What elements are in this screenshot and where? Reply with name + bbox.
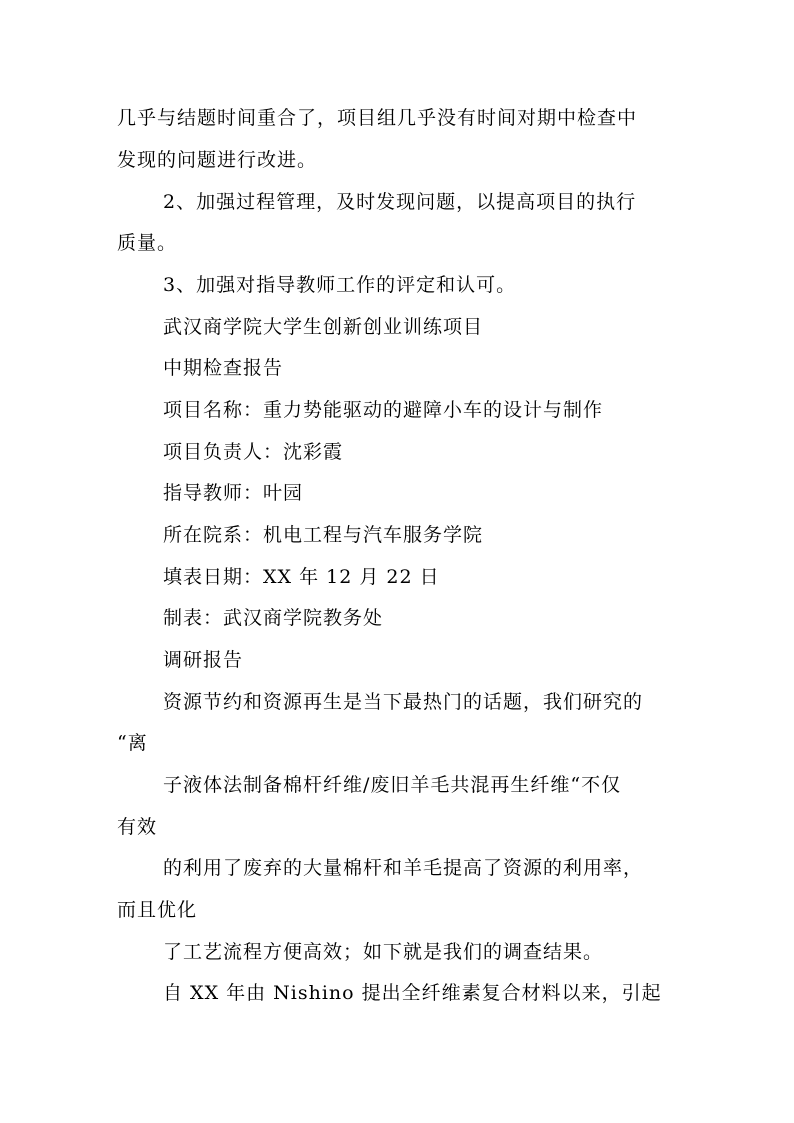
- paragraph-line: 几乎与结题时间重合了，项目组几乎没有时间对期中检查中: [117, 107, 638, 129]
- paragraph-line: 2、加强过程管理，及时发现问题，以提高项目的执行: [163, 191, 637, 213]
- paragraph-line: 发现的问题进行改进。: [117, 149, 318, 171]
- paragraph-line: 制表：武汉商学院教务处: [163, 607, 384, 629]
- paragraph-line: 子液体法制备棉杆纤维/废旧羊毛共混再生纤维“不仅: [163, 774, 622, 796]
- paragraph-line: 武汉商学院大学生创新创业训练项目: [163, 316, 484, 338]
- paragraph-line: 质量。: [117, 232, 178, 254]
- paragraph-line: 调研报告: [163, 649, 244, 671]
- paragraph-line: 所在院系：机电工程与汽车服务学院: [163, 524, 484, 546]
- paragraph-line: 而且优化: [117, 899, 198, 921]
- paragraph-line: “离: [117, 732, 148, 754]
- paragraph-line: 的利用了废弃的大量棉杆和羊毛提高了资源的利用率，: [163, 857, 644, 879]
- paragraph-line: 指导教师：叶园: [163, 482, 304, 504]
- paragraph-line: 项目名称：重力势能驱动的避障小车的设计与制作: [163, 399, 604, 421]
- paragraph-line: 有效: [117, 816, 158, 838]
- paragraph-line: 资源节约和资源再生是当下最热门的话题，我们研究的: [163, 691, 644, 713]
- paragraph-line: 自 XX 年由 Nishino 提出全纤维素复合材料以来，引起: [163, 982, 662, 1004]
- paragraph-line: 项目负责人：沈彩霞: [163, 441, 344, 463]
- paragraph-line: 了工艺流程方便高效；如下就是我们的调查结果。: [163, 941, 604, 963]
- paragraph-line: 填表日期：XX 年 12 月 22 日: [163, 566, 440, 588]
- paragraph-line: 3、加强对指导教师工作的评定和认可。: [163, 274, 517, 296]
- paragraph-line: 中期检查报告: [163, 357, 284, 379]
